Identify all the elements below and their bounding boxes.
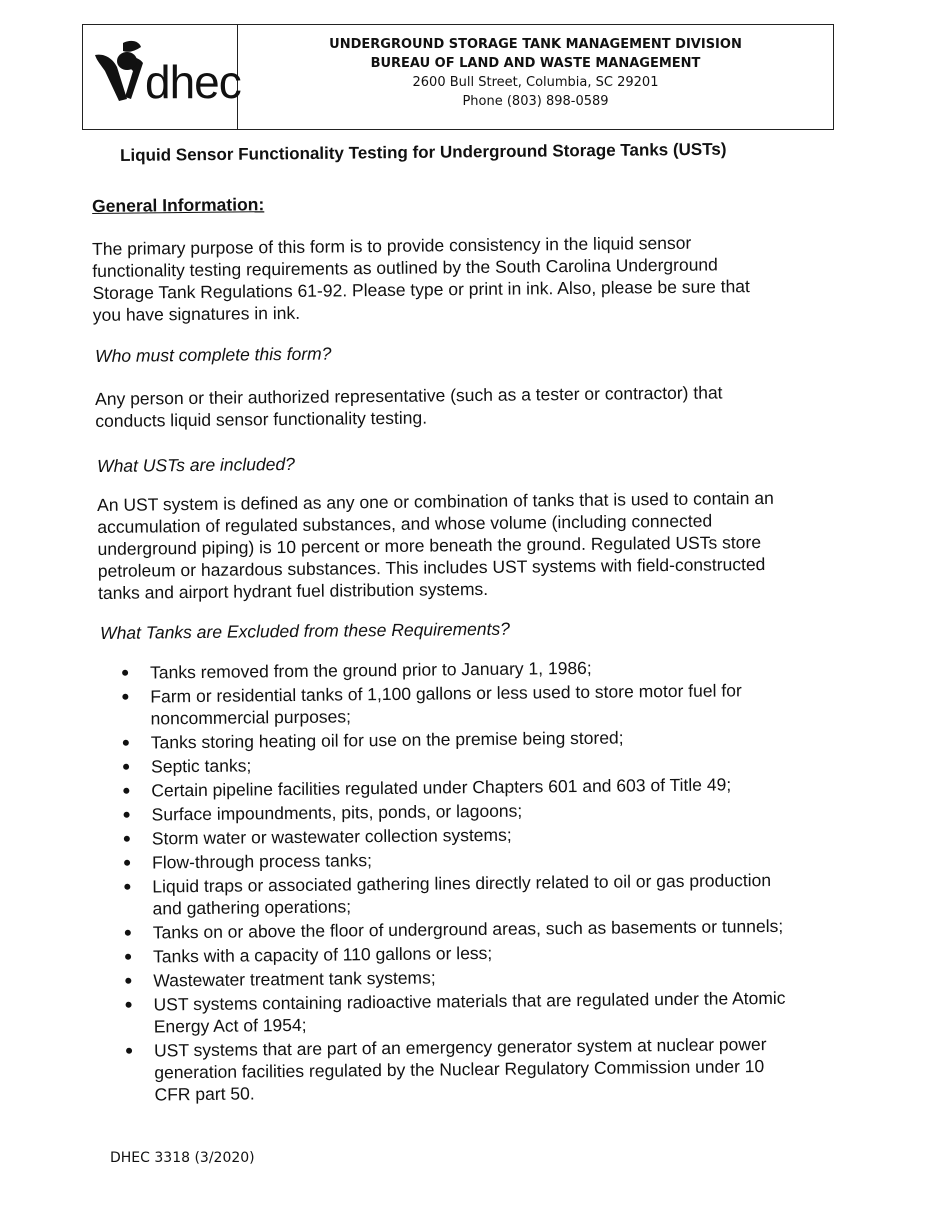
who-answer: [95, 381, 723, 432]
header-box: [82, 24, 834, 130]
paragraph-line: functionality testing requirements as outlined by the South Carolina Underground: [92, 254, 718, 281]
paragraph-line: Storage Tank Regulations 61-92. Please type or print in ink. Also, please be sure that: [92, 276, 750, 303]
general-heading: General Information:: [92, 194, 265, 216]
excluded-list-wrapper: [100, 654, 865, 1108]
excluded-list-item: [102, 868, 862, 920]
answer-line: accumulation of regulated substances, and whose volume (including connected: [97, 510, 713, 537]
question-text: Who must complete this form?: [95, 343, 332, 366]
answer-line: An UST system is defined as any one or combination of tanks that is used to contain an: [97, 487, 774, 515]
who-question: [95, 343, 332, 367]
dhec-logo-icon: [91, 37, 151, 117]
division-name: UNDERGROUND STORAGE TANK MANAGEMENT DIVISION: [329, 37, 742, 52]
excluded-item-line: generation facilities regulated by the Nuclear Regulatory Commission under 10: [154, 1056, 765, 1083]
general-paragraph: [92, 231, 750, 326]
excluded-item-line: Tanks with a capacity of 110 gallons or less;: [152, 942, 493, 967]
included-question: [97, 453, 295, 477]
excluded-item-line: UST systems that are part of an emergency generator system at nuclear power: [153, 1034, 767, 1061]
excluded-item-line: CFR part 50.: [154, 1083, 255, 1105]
excluded-item-line: Tanks on or above the floor of underground areas, such as basements or tunnels;: [152, 915, 784, 943]
paragraph-line: The primary purpose of this form is to provide consistency in the liquid sensor: [92, 232, 692, 259]
excluded-item-line: Energy Act of 1954;: [153, 1014, 307, 1037]
bullet-icon: [123, 740, 129, 746]
excluded-item-line: Storm water or wastewater collection systems;: [151, 824, 512, 849]
excluded-item-line: Flow-through process tanks;: [151, 850, 373, 873]
answer-line: underground piping) is 10 percent or more beneath the ground. Regulated USTs store: [97, 532, 762, 559]
question-text: What Tanks are Excluded from these Requirements?: [100, 618, 511, 643]
excluded-item-line: Wastewater treatment tank systems;: [153, 967, 436, 991]
bullet-icon: [124, 812, 130, 818]
bullet-icon: [125, 930, 131, 936]
question-text: What USTs are included?: [97, 453, 296, 476]
bullet-icon: [124, 860, 130, 866]
bullet-icon: [126, 1002, 132, 1008]
excluded-question: [100, 618, 510, 644]
excluded-item-line: Tanks storing heating oil for use on the premise being stored;: [150, 727, 624, 753]
bullet-icon: [125, 978, 131, 984]
excluded-item-line: Liquid traps or associated gathering lines directly related to oil or gas production: [152, 869, 772, 897]
bullet-icon: [124, 836, 130, 842]
agency-info: [238, 25, 833, 129]
excluded-item-line: and gathering operations;: [152, 896, 352, 919]
paragraph-line: you have signatures in ink.: [92, 302, 301, 325]
excluded-list-item: [100, 678, 860, 730]
excluded-list-item: [104, 1032, 865, 1106]
bullet-icon: [124, 884, 130, 890]
excluded-item-line: Tanks removed from the ground prior to January 1, 1986;: [150, 657, 592, 683]
logo-text: dhec: [145, 56, 241, 108]
excluded-item-line: Surface impoundments, pits, ponds, or lagoons;: [151, 800, 523, 825]
answer-line: conducts liquid sensor functionality testing.: [95, 407, 428, 431]
bureau-name: BUREAU OF LAND AND WASTE MANAGEMENT: [370, 56, 701, 71]
logo-cell: [83, 25, 241, 129]
bullet-icon: [122, 670, 128, 676]
excluded-item-line: Septic tanks;: [150, 755, 252, 777]
excluded-item-line: Farm or residential tanks of 1,100 gallons or less used to store motor fuel for: [150, 680, 742, 707]
answer-line: Any person or their authorized representative (such as a tester or contractor) that: [95, 382, 723, 409]
document-title: Liquid Sensor Functionality Testing for Underground Storage Tanks (USTs): [120, 139, 727, 165]
included-answer: [97, 487, 775, 604]
answer-line: petroleum or hazardous substances. This includes UST systems with field-constructed: [97, 554, 766, 581]
bullet-icon: [123, 788, 129, 794]
answer-line: tanks and airport hydrant fuel distribution systems.: [97, 578, 489, 603]
agency-phone: Phone (803) 898-0589: [462, 94, 609, 109]
general-section: [92, 193, 264, 217]
bullet-icon: [122, 694, 128, 700]
form-code: DHEC 3318 (3/2020): [110, 1150, 255, 1166]
excluded-item-line: Certain pipeline facilities regulated under Chapters 601 and 603 of Title 49;: [151, 774, 732, 801]
excluded-item-line: noncommercial purposes;: [150, 706, 352, 729]
agency-address: 2600 Bull Street, Columbia, SC 29201: [412, 75, 659, 90]
bullet-icon: [126, 1048, 132, 1054]
bullet-icon: [123, 764, 129, 770]
excluded-list-item: [103, 986, 863, 1038]
excluded-item-line: UST systems containing radioactive materials that are regulated under the Atomic: [153, 987, 786, 1015]
excluded-list: [100, 654, 865, 1106]
bullet-icon: [125, 954, 131, 960]
